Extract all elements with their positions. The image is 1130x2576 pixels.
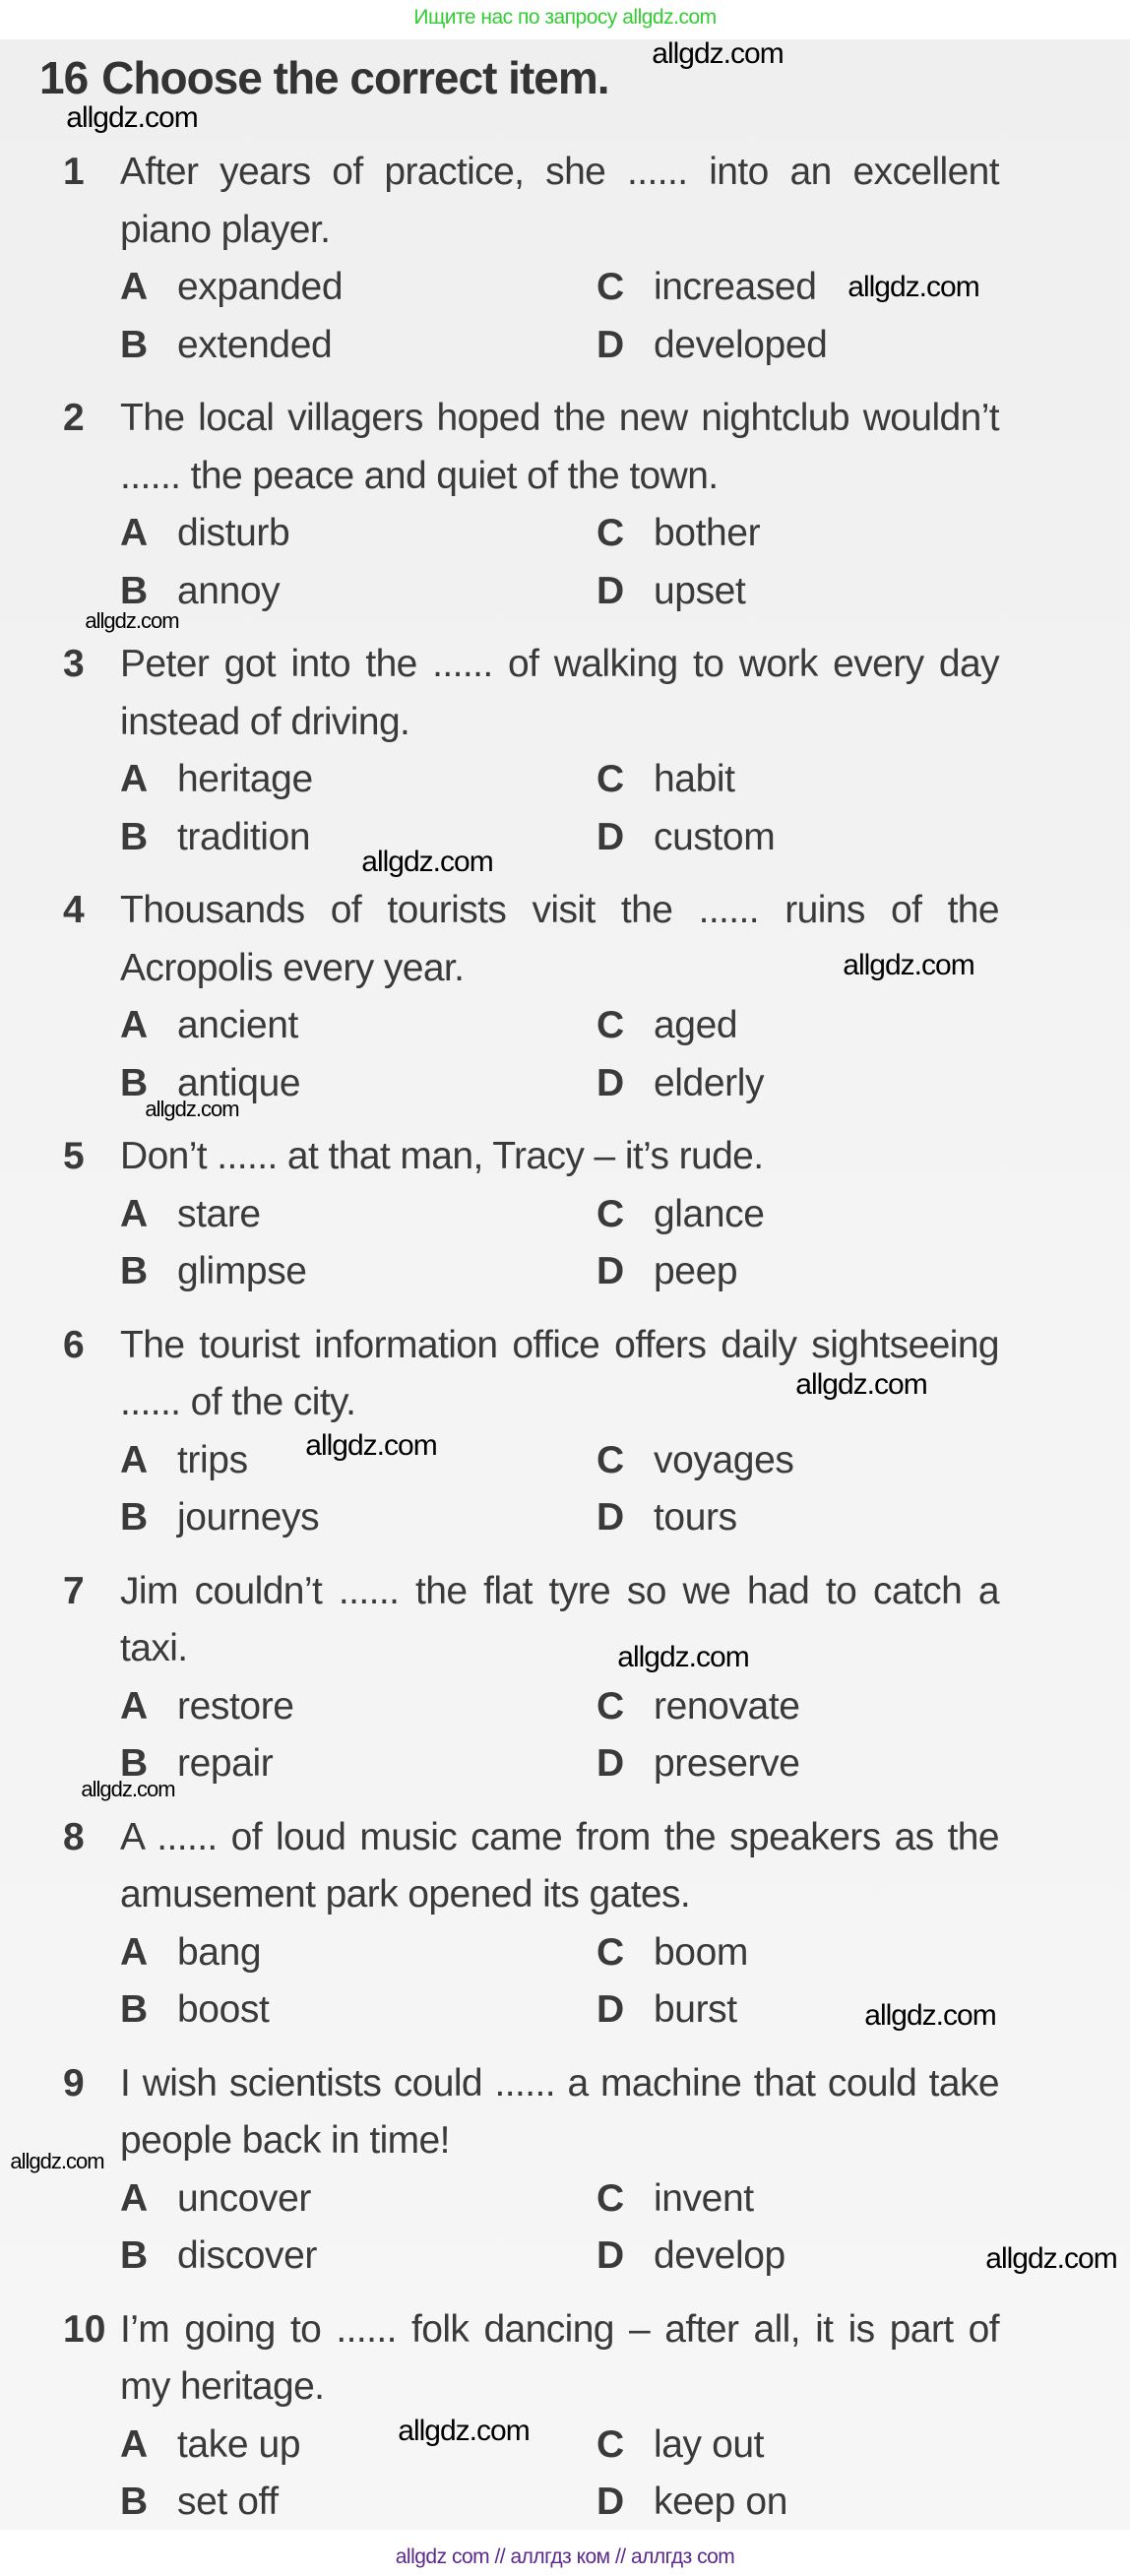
answer-option[interactable]	[120, 259, 596, 317]
option-text: boom	[654, 1930, 748, 1974]
option-text: repair	[177, 1742, 274, 1785]
question-number: 6	[63, 1323, 85, 1366]
option-letter: D	[596, 815, 625, 858]
option-text: restore	[177, 1684, 294, 1728]
option-text: developed	[654, 323, 828, 366]
question-number: 10	[63, 2307, 106, 2351]
option-letter: D	[596, 2234, 625, 2277]
option-letter: C	[596, 2176, 625, 2220]
option-text: uncover	[177, 2176, 311, 2220]
answer-option[interactable]	[596, 1432, 1069, 1490]
question-item	[0, 390, 1130, 620]
top-banner: Ищите нас по запросу allgdz.com	[413, 6, 717, 29]
option-text: tradition	[177, 815, 311, 858]
watermark-text: allgdz.com	[617, 1641, 749, 1673]
option-letter: A	[120, 2176, 149, 2220]
option-letter: D	[596, 1061, 625, 1104]
option-letter: A	[120, 1930, 149, 1974]
option-text: disturb	[177, 512, 290, 554]
answer-option[interactable]	[120, 505, 596, 563]
answer-options	[120, 751, 1130, 866]
answer-option[interactable]	[596, 563, 1069, 621]
answer-option[interactable]	[120, 2228, 596, 2286]
option-text: burst	[654, 1988, 737, 2031]
option-letter: A	[120, 1192, 149, 1235]
question-text: After years of practice, she ...... into an excellent piano player.	[120, 151, 999, 251]
question-text: The local villagers hoped the new nightclub wouldn’t ...... the peace and quiet of the town.	[120, 397, 999, 497]
option-text: habit	[654, 758, 735, 800]
option-text: ancient	[177, 1004, 298, 1046]
question-text: Thousands of tourists visit the ...... ruins of the Acropolis every year.	[120, 889, 999, 989]
option-letter: D	[596, 1250, 625, 1292]
option-letter: B	[120, 1496, 149, 1539]
option-text: trips	[177, 1438, 248, 1481]
option-letter: B	[120, 815, 149, 858]
option-text: bother	[654, 512, 761, 554]
option-letter: B	[120, 569, 149, 612]
answer-option[interactable]	[596, 2417, 1069, 2475]
option-letter: A	[120, 2422, 149, 2466]
option-letter: C	[596, 1930, 625, 1974]
answer-option[interactable]	[596, 751, 1069, 809]
watermark-text: allgdz.com	[10, 2149, 104, 2173]
option-text: glance	[654, 1192, 765, 1235]
question-number: 4	[63, 889, 85, 931]
watermark-text: allgdz.com	[66, 101, 198, 134]
option-letter: D	[596, 1742, 625, 1785]
option-text: renovate	[654, 1684, 800, 1728]
answer-option[interactable]	[120, 809, 596, 867]
answer-option[interactable]	[120, 2170, 596, 2229]
option-text: keep on	[654, 2481, 787, 2523]
question-text: A ...... of loud music came from the speakers as the amusement park opened its gates.	[120, 1815, 999, 1916]
watermark-text: allgdz.com	[985, 2242, 1117, 2275]
option-letter: A	[120, 266, 149, 308]
option-letter: D	[596, 569, 625, 612]
question-text: Don’t ...... at that man, Tracy – it’s rude.	[120, 1135, 764, 1177]
exercise-number: 16	[39, 52, 89, 103]
answer-option[interactable]	[120, 1735, 596, 1793]
answer-option[interactable]	[596, 2474, 1069, 2532]
question-number: 2	[63, 397, 85, 439]
answer-option[interactable]	[596, 1243, 1069, 1301]
option-letter: B	[120, 1061, 149, 1104]
question-number: 9	[63, 2061, 85, 2105]
answer-options	[120, 1186, 1130, 1301]
answer-option[interactable]	[120, 1489, 596, 1547]
answer-option[interactable]	[596, 809, 1069, 867]
option-text: extended	[177, 323, 333, 366]
option-letter: A	[120, 758, 149, 800]
option-letter: C	[596, 512, 625, 554]
option-text: set off	[177, 2481, 279, 2523]
option-text: expanded	[177, 266, 344, 308]
answer-option[interactable]	[120, 1243, 596, 1301]
question-number: 1	[63, 151, 85, 193]
option-letter: A	[120, 1004, 149, 1046]
option-text: aged	[654, 1004, 738, 1046]
answer-option[interactable]	[120, 1186, 596, 1244]
answer-option[interactable]	[596, 1489, 1069, 1547]
option-text: tours	[654, 1496, 737, 1539]
answer-option[interactable]	[596, 2170, 1069, 2229]
option-text: preserve	[654, 1742, 800, 1785]
option-letter: A	[120, 512, 149, 554]
answer-option[interactable]	[596, 1735, 1069, 1793]
answer-option[interactable]	[596, 317, 1069, 375]
answer-option[interactable]	[596, 505, 1069, 563]
option-letter: B	[120, 1988, 149, 2031]
watermark-text: allgdz.com	[361, 846, 493, 878]
answer-option[interactable]	[596, 997, 1069, 1055]
answer-options	[120, 1432, 1130, 1547]
option-letter: D	[596, 2481, 625, 2523]
watermark-text: allgdz.com	[843, 949, 974, 981]
option-text: take up	[177, 2422, 301, 2466]
watermark-text: allgdz.com	[305, 1429, 437, 1462]
answer-options	[120, 1678, 1130, 1793]
answer-option[interactable]	[120, 751, 596, 809]
question-item	[0, 2301, 1130, 2532]
answer-options	[120, 505, 1130, 620]
question-number: 7	[63, 1569, 85, 1612]
option-text: invent	[654, 2176, 754, 2220]
option-letter: C	[596, 1004, 625, 1046]
question-text: Jim couldn’t ...... the flat tyre so we had to catch a taxi.	[120, 1569, 999, 1669]
question-list	[0, 144, 1130, 2547]
footer-watermark: allgdz com // аллгдз ком // аллгдз com	[395, 2545, 735, 2568]
option-letter: C	[596, 266, 625, 308]
answer-option[interactable]	[596, 1678, 1069, 1736]
option-letter: C	[596, 1192, 625, 1235]
question-number: 5	[63, 1135, 85, 1177]
question-item	[0, 144, 1130, 374]
option-letter: D	[596, 323, 625, 366]
answer-option[interactable]	[596, 1924, 1069, 1982]
option-letter: C	[596, 758, 625, 800]
option-text: annoy	[177, 569, 281, 612]
question-item	[0, 1563, 1130, 1793]
question-item	[0, 882, 1130, 1112]
answer-option[interactable]	[120, 563, 596, 621]
option-letter: D	[596, 1496, 625, 1539]
watermark-text: allgdz.com	[795, 1368, 927, 1401]
watermark-text: allgdz.com	[81, 1777, 175, 1801]
watermark-text: allgdz.com	[145, 1097, 239, 1121]
watermark-text: allgdz.com	[652, 37, 784, 70]
watermark-text: allgdz.com	[848, 271, 979, 303]
question-number: 8	[63, 1815, 85, 1858]
exercise-heading	[39, 51, 609, 104]
option-text: heritage	[177, 758, 313, 800]
answer-option[interactable]	[120, 1678, 596, 1736]
question-text: I wish scientists could ...... a machine that could take people back in time!	[120, 2061, 999, 2162]
option-text: discover	[177, 2234, 318, 2277]
answer-option[interactable]	[120, 997, 596, 1055]
question-text: The tourist information office offers daily sightseeing ...... of the city.	[120, 1323, 999, 1423]
answer-option[interactable]	[120, 1981, 596, 2040]
question-item	[0, 636, 1130, 866]
answer-option[interactable]	[596, 259, 1069, 317]
option-letter: C	[596, 2422, 625, 2466]
question-item	[0, 2055, 1130, 2286]
option-text: develop	[654, 2234, 785, 2277]
option-text: elderly	[654, 1061, 765, 1104]
answer-options	[120, 997, 1130, 1112]
question-number: 3	[63, 643, 85, 685]
option-text: upset	[654, 569, 746, 612]
option-text: glimpse	[177, 1250, 307, 1292]
option-text: increased	[654, 266, 817, 308]
answer-options	[120, 2417, 1130, 2532]
option-letter: C	[596, 1438, 625, 1481]
option-text: boost	[177, 1988, 270, 2031]
option-letter: B	[120, 323, 149, 366]
option-text: custom	[654, 815, 776, 858]
answer-option[interactable]	[120, 2474, 596, 2532]
answer-option[interactable]	[596, 1981, 1069, 2040]
exercise-title: Choose the correct item.	[101, 52, 609, 103]
option-letter: B	[120, 2234, 149, 2277]
option-text: lay out	[654, 2422, 765, 2466]
answer-option[interactable]	[596, 1186, 1069, 1244]
option-text: stare	[177, 1192, 261, 1235]
option-letter: B	[120, 1250, 149, 1292]
option-letter: D	[596, 1988, 625, 2031]
answer-option[interactable]	[120, 317, 596, 375]
option-letter: A	[120, 1684, 149, 1728]
option-letter: B	[120, 2481, 149, 2523]
question-text: I’m going to ...... folk dancing – after all, it is part of my heritage.	[120, 2307, 999, 2408]
question-item	[0, 1317, 1130, 1547]
question-text: Peter got into the ...... of walking to work every day instead of driving.	[120, 643, 999, 743]
option-text: antique	[177, 1061, 301, 1104]
option-letter: C	[596, 1684, 625, 1728]
option-text: voyages	[654, 1438, 794, 1481]
watermark-text: allgdz.com	[398, 2415, 530, 2447]
answer-options	[120, 2170, 1130, 2286]
answer-option[interactable]	[596, 1055, 1069, 1113]
watermark-text: allgdz.com	[85, 608, 179, 633]
question-item	[0, 1128, 1130, 1301]
option-text: bang	[177, 1930, 262, 1974]
option-letter: B	[120, 1742, 149, 1785]
watermark-text: allgdz.com	[864, 1999, 996, 2032]
option-text: peep	[654, 1250, 738, 1292]
answer-option[interactable]	[120, 1924, 596, 1982]
option-letter: A	[120, 1438, 149, 1481]
option-text: journeys	[177, 1496, 320, 1539]
